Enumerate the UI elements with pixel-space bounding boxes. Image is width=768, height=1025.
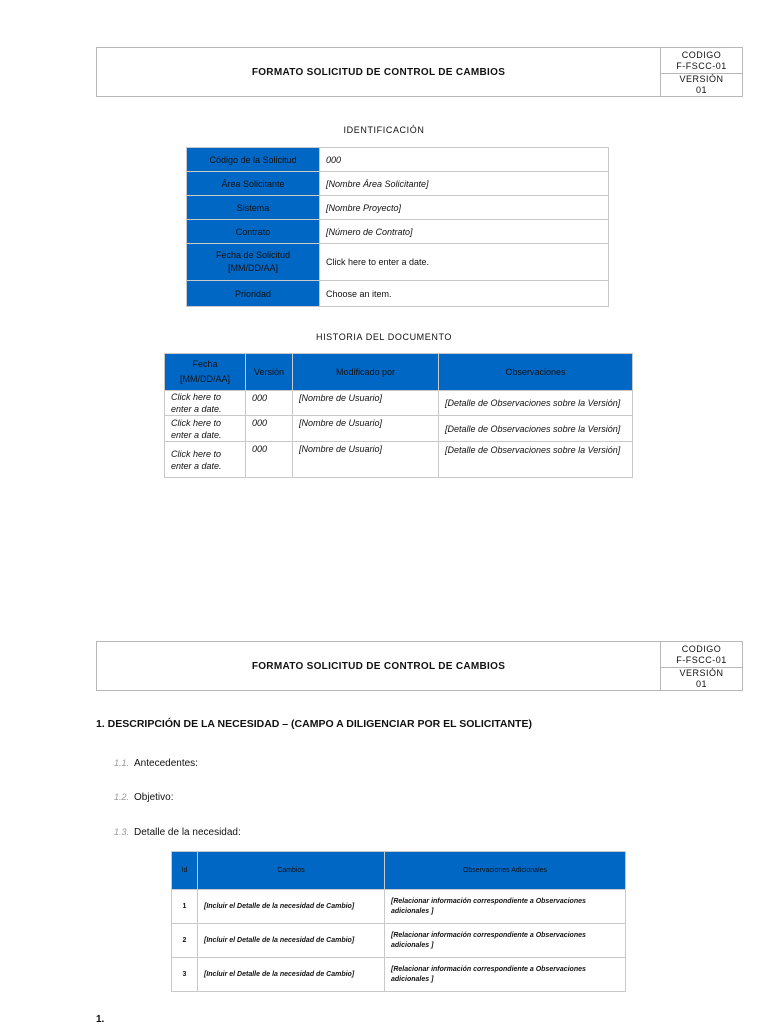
table-row bbox=[172, 958, 626, 992]
row-value[interactable]: 000 bbox=[320, 148, 609, 172]
id-cell: 3 bbox=[172, 958, 198, 992]
item-label: Antecedentes: bbox=[134, 758, 198, 769]
identificacion-title: IDENTIFICACIÓN bbox=[343, 125, 425, 135]
descripcion-title: 1. DESCRIPCIÓN DE LA NECESIDAD – (CAMPO A DILIGENCIAR POR EL SOLICITANTE) bbox=[96, 718, 532, 730]
obs-cell[interactable]: [Relacionar información correspondiente a Observaciones adicionales ] bbox=[385, 924, 626, 958]
date-picker-field[interactable]: Click here to enter a date. bbox=[165, 391, 246, 416]
list-item bbox=[114, 792, 173, 803]
table-header-row bbox=[165, 354, 633, 391]
historia-title: HISTORIA DEL DOCUMENTO bbox=[315, 332, 453, 342]
codigo-label: CODIGO bbox=[681, 49, 722, 60]
table-row bbox=[165, 391, 633, 416]
cambio-cell[interactable]: [Incluir el Detalle de la necesidad de Cambio] bbox=[198, 958, 385, 992]
item-label: Objetivo: bbox=[134, 792, 174, 803]
row-value[interactable]: [Nombre Área Solicitante] bbox=[320, 172, 609, 196]
col-modificado: Modificado por bbox=[293, 354, 439, 391]
page-header-2 bbox=[96, 641, 743, 691]
version-label: VERSIÓN bbox=[679, 74, 724, 84]
col-fecha-label: Fecha bbox=[192, 359, 218, 369]
version-value: 01 bbox=[695, 679, 707, 689]
codigo-cell bbox=[661, 642, 742, 668]
table-row bbox=[187, 244, 609, 281]
col-observaciones-adicionales: Observaciones Adicionales bbox=[385, 852, 626, 890]
usuario-cell[interactable]: [Nombre de Usuario] bbox=[293, 391, 439, 416]
obs-cell[interactable]: [Detalle de Observaciones sobre la Versión] bbox=[439, 442, 633, 478]
row-label: Prioridad bbox=[187, 281, 320, 307]
obs-cell[interactable]: [Detalle de Observaciones sobre la Versión] bbox=[439, 416, 633, 442]
row-label: Área Solicitante bbox=[187, 172, 320, 196]
table-row bbox=[187, 196, 609, 220]
obs-cell[interactable]: [Relacionar información correspondiente a Observaciones adicionales ] bbox=[385, 958, 626, 992]
item-number: 1.3. bbox=[114, 827, 130, 837]
id-cell: 1 bbox=[172, 890, 198, 924]
table-row bbox=[187, 281, 609, 307]
version-cell[interactable]: 000 bbox=[246, 416, 293, 442]
version-cell[interactable]: 000 bbox=[246, 442, 293, 478]
obs-cell[interactable]: [Relacionar información correspondiente a Observaciones adicionales ] bbox=[385, 890, 626, 924]
table-row bbox=[187, 148, 609, 172]
header-title: FORMATO SOLICITUD DE CONTROL DE CAMBIOS bbox=[97, 48, 661, 96]
cambio-cell[interactable]: [Incluir el Detalle de la necesidad de Cambio] bbox=[198, 924, 385, 958]
col-fecha bbox=[165, 354, 246, 391]
row-label: Contrato bbox=[187, 220, 320, 244]
row-value[interactable]: [Nombre Proyecto] bbox=[320, 196, 609, 220]
col-version: Versión bbox=[246, 354, 293, 391]
table-row bbox=[165, 442, 633, 478]
date-picker-field[interactable]: Click here to enter a date. bbox=[320, 244, 609, 281]
version-cell bbox=[661, 668, 742, 690]
date-picker-field[interactable]: Click here to enter a date. bbox=[165, 416, 246, 442]
col-id: Id bbox=[172, 852, 198, 890]
col-fecha-format: [MM/DD/AA] bbox=[179, 374, 230, 384]
codigo-label: CODIGO bbox=[681, 643, 722, 654]
identificacion-table bbox=[186, 147, 609, 307]
priority-select[interactable]: Choose an item. bbox=[320, 281, 609, 307]
row-label: Código de la Solicitud bbox=[187, 148, 320, 172]
list-item bbox=[114, 827, 241, 838]
usuario-cell[interactable]: [Nombre de Usuario] bbox=[293, 442, 439, 478]
item-number: 1.2. bbox=[114, 792, 130, 802]
fecha-solicitud-format: [MM/DD/AA] bbox=[227, 263, 278, 273]
item-number: 1.1. bbox=[114, 758, 130, 768]
section-number: 1. bbox=[96, 1014, 105, 1025]
cambios-table bbox=[171, 851, 626, 992]
obs-cell[interactable]: [Detalle de Observaciones sobre la Versión] bbox=[439, 391, 633, 416]
historia-table bbox=[164, 353, 633, 478]
fecha-solicitud-label: Fecha de Solicitud bbox=[215, 250, 291, 260]
row-label: Sistema bbox=[187, 196, 320, 220]
item-label: Detalle de la necesidad: bbox=[134, 827, 241, 838]
version-cell[interactable]: 000 bbox=[246, 391, 293, 416]
table-row bbox=[187, 172, 609, 196]
page-header bbox=[96, 47, 743, 97]
codigo-cell bbox=[661, 48, 742, 74]
row-label bbox=[187, 244, 320, 281]
codigo-value: F-FSCC-01 bbox=[676, 60, 727, 71]
list-item bbox=[114, 758, 198, 769]
table-row bbox=[165, 416, 633, 442]
date-picker-field[interactable]: Click here to enter a date. bbox=[165, 442, 246, 478]
row-value[interactable]: [Número de Contrato] bbox=[320, 220, 609, 244]
version-label: VERSIÓN bbox=[679, 668, 724, 678]
cambio-cell[interactable]: [Incluir el Detalle de la necesidad de Cambio] bbox=[198, 890, 385, 924]
version-value: 01 bbox=[695, 85, 707, 95]
version-cell bbox=[661, 74, 742, 96]
col-cambios: Cambios bbox=[198, 852, 385, 890]
table-row bbox=[172, 890, 626, 924]
col-observaciones: Observaciones bbox=[439, 354, 633, 391]
header-title: FORMATO SOLICITUD DE CONTROL DE CAMBIOS bbox=[97, 642, 661, 690]
id-cell: 2 bbox=[172, 924, 198, 958]
table-row bbox=[172, 924, 626, 958]
codigo-value: F-FSCC-01 bbox=[676, 654, 727, 665]
table-row bbox=[187, 220, 609, 244]
usuario-cell[interactable]: [Nombre de Usuario] bbox=[293, 416, 439, 442]
table-header-row bbox=[172, 852, 626, 890]
